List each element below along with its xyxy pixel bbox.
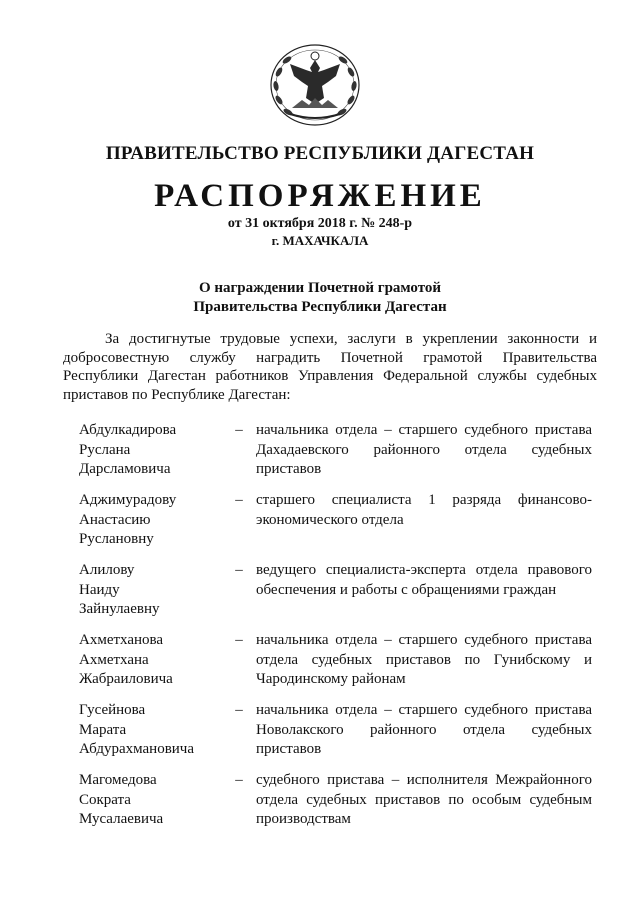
awardee-item [79,631,599,701]
document-subject [0,279,640,317]
awardee-name [79,701,229,760]
awardee-dash: – [235,772,243,788]
awardee-position-line: обеспечения и работы с обращениями граждан [256,581,557,598]
awardee-dash: – [235,422,243,438]
awardee-name-line: Руслановну [79,531,154,547]
awardee-name-line: Мусалаевича [79,811,164,827]
awardee-name-line: Аджимурадову [79,492,177,508]
awardee-name-line: Зайнулаевну [79,601,160,617]
document-city: г. МАХАЧКАЛА [271,233,369,248]
awardee-name [79,421,229,480]
awardee-name-line: Сократа [79,791,131,808]
awardee-name-line: Абдулкадирова [79,422,177,438]
awardee-position [256,631,592,690]
awardee-position-line: отдела судебных приставов по Гунибскому и [256,651,592,668]
awardee-position-line: старшего специалиста 1 разряда финансово- [256,492,592,508]
awardee-position [256,421,592,480]
awardee-position-line: начальника отдела – старшего судебного пристава [256,422,592,438]
awardee-name-line: Ахметхана [79,651,149,668]
awardee-name-line: Руслана [79,441,131,458]
awardee-position-line: начальника отдела – старшего судебного пристава [256,702,592,718]
awardee-position-line: отдела судебных приставов по особым судебным [256,791,592,808]
awardee-item [79,491,599,561]
awardee-position-line: начальника отдела – старшего судебного пристава [256,632,592,648]
subject-line-2: Правительства Республики Дагестан [193,299,447,315]
awardee-name [79,771,229,830]
preamble-line: приставов по Республике Дагестан: [63,386,291,403]
awardee-position [256,561,592,600]
awardee-name-line: Жабраиловича [79,671,173,687]
preamble-line: добросовестную службу наградить Почетной грамотой Правительства [63,349,597,366]
awardee-position-line: приставов [256,461,322,477]
awardee-item [79,561,599,631]
awardee-position [256,701,592,760]
dagestan-coat-of-arms-icon [262,42,368,128]
awardee-dash: – [235,702,243,718]
awardee-name-line: Марата [79,721,127,738]
awardee-position-line: судебного пристава – исполнителя Межрайонного [256,772,592,788]
document-type: РАСПОРЯЖЕНИЕ [154,178,486,214]
awardee-name-line: Дарсламовича [79,461,171,477]
awardee-position [256,771,592,830]
awardee-name-line: Алилову [79,562,135,578]
awardee-position-line: производствам [256,811,351,827]
awardee-position-line: ведущего специалиста-эксперта отдела правового [256,562,592,578]
preamble-line: За достигнутые трудовые успехи, заслуги в укреплении законности и [105,331,597,347]
awardee-name-line: Абдурахмановича [79,741,195,757]
subject-line-1: О награждении Почетной грамотой [198,280,442,296]
awardee-name [79,631,229,690]
document-date-number: от 31 октября 2018 г. № 248-р [227,216,413,231]
awardee-dash: – [235,562,243,578]
awardee-name-line: Наиду [79,581,120,598]
awardee-name-line: Гусейнова [79,702,146,718]
awardee-name [79,491,229,550]
awardee-item [79,701,599,771]
awardee-position-line: Новолакского районного отдела судебных [256,721,592,738]
awardee-position-line: Чародинскому районам [256,671,406,687]
awardee-name-line: Магомедова [79,772,157,788]
preamble-paragraph [63,330,597,404]
awardee-position [256,491,592,530]
awardee-name [79,561,229,620]
awardee-name-line: Анастасию [79,511,151,528]
awardee-dash: – [235,492,243,508]
awardee-dash: – [235,632,243,648]
awardee-position-line: Дахадаевского районного отдела судебных [256,441,592,458]
government-title: ПРАВИТЕЛЬСТВО РЕСПУБЛИКИ ДАГЕСТАН [105,143,535,164]
awardee-name-line: Ахметханова [79,632,164,648]
awardee-position-line: экономического отдела [256,511,404,528]
awardee-position-line: приставов [256,741,322,757]
awardee-item [79,421,599,491]
preamble-line: Республики Дагестан работников Управления Федеральной службы судебных [63,368,597,384]
awardee-item [79,771,599,841]
awardee-list [79,421,599,841]
